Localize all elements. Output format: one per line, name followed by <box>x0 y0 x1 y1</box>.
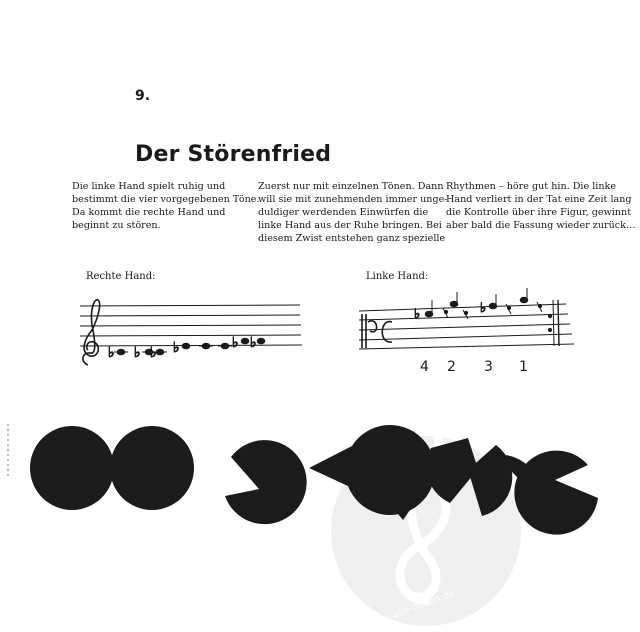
text-line: Hand verliert in der Tat eine Zeit lang <box>446 194 632 205</box>
text-line: diesem Zwist entstehen ganz spezielle <box>258 233 446 244</box>
treble-clef-icon <box>83 300 100 365</box>
text-line: beginnt zu stören. <box>72 220 161 231</box>
text-line: Zuerst nur mit einzelnen Tönen. Dann <box>258 181 444 192</box>
left-hand-label: Linke Hand: <box>366 271 429 282</box>
disc-pacman <box>514 451 598 535</box>
right-hand-staff <box>80 300 302 365</box>
text-line: bestimmt die vier vorgegebenen Töne. <box>72 194 260 205</box>
text-line: die Kontrolle über ihre Figur, gewinnt <box>446 207 632 218</box>
disc-notched <box>225 440 307 524</box>
svg-text:♭: ♭ <box>250 335 257 351</box>
svg-text:♭: ♭ <box>150 345 157 361</box>
text-line: Die linke Hand spielt ruhig und <box>72 181 226 192</box>
rh-notes <box>108 335 265 361</box>
svg-text:♭: ♭ <box>173 340 180 356</box>
svg-text:♭: ♭ <box>134 345 141 361</box>
finger-number: 4 <box>420 359 429 375</box>
text-line: linke Hand aus der Ruhe bringen. Bei <box>258 220 442 231</box>
svg-text:♭: ♭ <box>108 345 115 361</box>
text-line: Da kommt die rechte Hand und <box>72 207 226 218</box>
page-title: Der Störenfried <box>135 142 332 167</box>
disc <box>30 426 114 510</box>
page-number: 9. <box>135 88 151 104</box>
svg-text:♭: ♭ <box>480 301 487 316</box>
finger-number: 1 <box>519 359 528 375</box>
text-line: Rhythmen – höre gut hin. Die linke <box>446 181 617 192</box>
lh-notes <box>414 288 559 346</box>
finger-number: 2 <box>447 359 456 375</box>
text-line: will sie mit zunehmenden immer unge- <box>258 194 448 205</box>
watermark-text: alle-noten.de <box>391 587 457 621</box>
left-hand-staff <box>359 288 574 349</box>
finger-number: 3 <box>484 359 493 375</box>
svg-text:♭: ♭ <box>232 335 239 351</box>
disc <box>110 426 194 510</box>
fingering <box>420 359 528 375</box>
text-line: aber bald die Fassung wieder zurück… <box>446 220 636 231</box>
right-hand-label: Rechte Hand: <box>86 271 156 282</box>
text-line: duldiger werdenden Einwürfen die <box>258 207 429 218</box>
svg-text:♭: ♭ <box>414 307 421 322</box>
